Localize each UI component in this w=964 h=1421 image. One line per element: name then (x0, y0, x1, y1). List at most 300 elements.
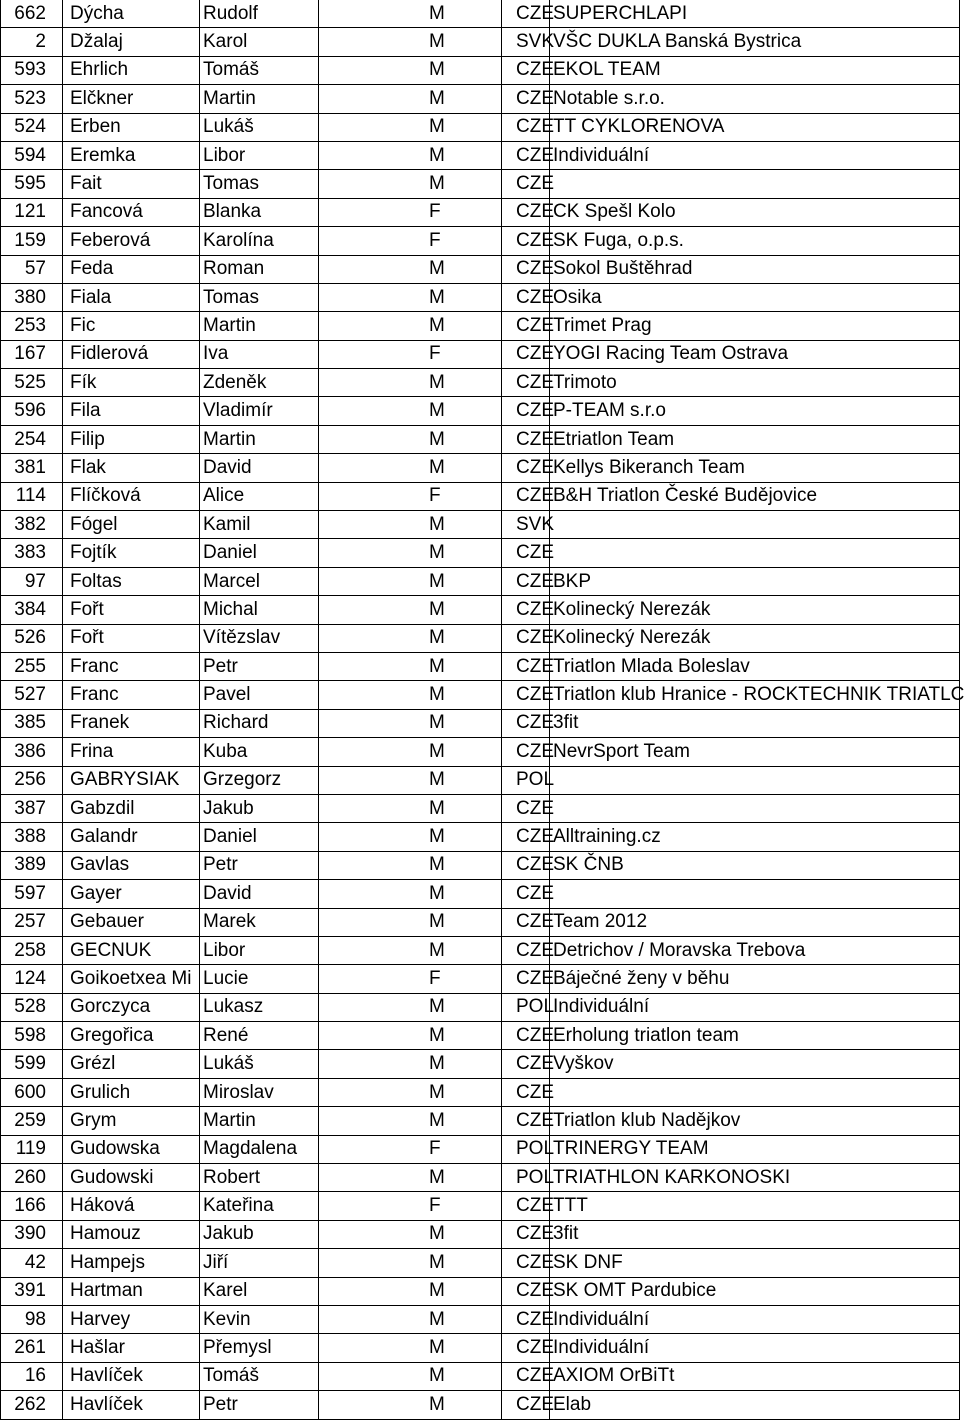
start-number-cell[interactable]: 596 (1, 397, 63, 425)
gender-cell[interactable]: M (319, 880, 502, 908)
nationality-cell[interactable]: SVK (502, 511, 550, 539)
nationality-cell[interactable]: CZE (502, 227, 550, 255)
start-number-cell[interactable]: 523 (1, 85, 63, 113)
team-cell[interactable]: Vyškov (550, 1050, 960, 1078)
last-name-cell[interactable]: Hamouz (63, 1220, 200, 1248)
gender-cell[interactable]: F (319, 1135, 502, 1163)
nationality-cell[interactable]: CZE (502, 113, 550, 141)
first-name-cell[interactable]: Libor (200, 936, 319, 964)
last-name-cell[interactable]: Gavlas (63, 851, 200, 879)
start-number-cell[interactable]: 389 (1, 851, 63, 879)
last-name-cell[interactable]: Dýcha (63, 0, 200, 28)
nationality-cell[interactable]: CZE (502, 908, 550, 936)
gender-cell[interactable]: M (319, 454, 502, 482)
gender-cell[interactable]: M (319, 1305, 502, 1333)
last-name-cell[interactable]: GECNUK (63, 936, 200, 964)
first-name-cell[interactable]: Tomáš (200, 1362, 319, 1390)
team-cell[interactable]: Individuální (550, 1305, 960, 1333)
gender-cell[interactable]: M (319, 624, 502, 652)
first-name-cell[interactable]: Pavel (200, 681, 319, 709)
team-cell[interactable]: TT CYKLORENOVA (550, 113, 960, 141)
gender-cell[interactable]: M (319, 681, 502, 709)
first-name-cell[interactable]: Petr (200, 851, 319, 879)
nationality-cell[interactable]: CZE (502, 880, 550, 908)
gender-cell[interactable]: M (319, 1391, 502, 1419)
last-name-cell[interactable]: Gudowska (63, 1135, 200, 1163)
team-cell[interactable]: Trimoto (550, 369, 960, 397)
start-number-cell[interactable]: 527 (1, 681, 63, 709)
first-name-cell[interactable]: Richard (200, 709, 319, 737)
first-name-cell[interactable]: Marek (200, 908, 319, 936)
team-cell[interactable]: Etriatlon Team (550, 425, 960, 453)
first-name-cell[interactable]: Jakub (200, 794, 319, 822)
first-name-cell[interactable]: Roman (200, 255, 319, 283)
last-name-cell[interactable]: Fait (63, 170, 200, 198)
team-cell[interactable]: TRINERGY TEAM (550, 1135, 960, 1163)
gender-cell[interactable]: M (319, 1362, 502, 1390)
first-name-cell[interactable]: Lukasz (200, 993, 319, 1021)
team-cell[interactable]: 3fit (550, 709, 960, 737)
first-name-cell[interactable]: Marcel (200, 567, 319, 595)
start-number-cell[interactable]: 261 (1, 1334, 63, 1362)
last-name-cell[interactable]: Grézl (63, 1050, 200, 1078)
team-cell[interactable] (550, 1078, 960, 1106)
last-name-cell[interactable]: Elčkner (63, 85, 200, 113)
first-name-cell[interactable]: Lukáš (200, 1050, 319, 1078)
last-name-cell[interactable]: Fila (63, 397, 200, 425)
last-name-cell[interactable]: Filip (63, 425, 200, 453)
gender-cell[interactable]: M (319, 652, 502, 680)
last-name-cell[interactable]: Gudowski (63, 1164, 200, 1192)
last-name-cell[interactable]: Fancová (63, 198, 200, 226)
last-name-cell[interactable]: Goikoetxea Mi (63, 965, 200, 993)
gender-cell[interactable]: M (319, 539, 502, 567)
start-number-cell[interactable]: 600 (1, 1078, 63, 1106)
last-name-cell[interactable]: Gregořica (63, 1022, 200, 1050)
last-name-cell[interactable]: Hampejs (63, 1249, 200, 1277)
nationality-cell[interactable]: CZE (502, 0, 550, 28)
team-cell[interactable]: BKP (550, 567, 960, 595)
nationality-cell[interactable]: CZE (502, 624, 550, 652)
gender-cell[interactable]: M (319, 596, 502, 624)
first-name-cell[interactable]: Jiří (200, 1249, 319, 1277)
team-cell[interactable]: EKOL TEAM (550, 56, 960, 84)
first-name-cell[interactable]: Blanka (200, 198, 319, 226)
team-cell[interactable]: VŠC DUKLA Banská Bystrica (550, 28, 960, 56)
first-name-cell[interactable]: Lucie (200, 965, 319, 993)
team-cell[interactable]: AXIOM OrBiTt (550, 1362, 960, 1390)
gender-cell[interactable]: M (319, 312, 502, 340)
start-number-cell[interactable]: 253 (1, 312, 63, 340)
start-number-cell[interactable]: 119 (1, 1135, 63, 1163)
first-name-cell[interactable]: Kateřina (200, 1192, 319, 1220)
nationality-cell[interactable]: CZE (502, 170, 550, 198)
start-number-cell[interactable]: 16 (1, 1362, 63, 1390)
team-cell[interactable]: Team 2012 (550, 908, 960, 936)
start-number-cell[interactable]: 257 (1, 908, 63, 936)
first-name-cell[interactable]: Tomas (200, 170, 319, 198)
first-name-cell[interactable]: Michal (200, 596, 319, 624)
nationality-cell[interactable]: CZE (502, 1078, 550, 1106)
team-cell[interactable]: Triatlon Mlada Boleslav (550, 652, 960, 680)
team-cell[interactable]: Triatlon klub Hranice - ROCKTECHNIK TRIATLC (550, 681, 960, 709)
last-name-cell[interactable]: Feda (63, 255, 200, 283)
gender-cell[interactable]: M (319, 936, 502, 964)
gender-cell[interactable]: M (319, 993, 502, 1021)
nationality-cell[interactable]: CZE (502, 56, 550, 84)
first-name-cell[interactable]: Magdalena (200, 1135, 319, 1163)
last-name-cell[interactable]: Fík (63, 369, 200, 397)
last-name-cell[interactable]: Fořt (63, 624, 200, 652)
nationality-cell[interactable]: POL (502, 1164, 550, 1192)
nationality-cell[interactable]: CZE (502, 1249, 550, 1277)
nationality-cell[interactable]: CZE (502, 1192, 550, 1220)
nationality-cell[interactable]: CZE (502, 1391, 550, 1419)
gender-cell[interactable]: M (319, 1277, 502, 1305)
start-number-cell[interactable]: 387 (1, 794, 63, 822)
last-name-cell[interactable]: Ehrlich (63, 56, 200, 84)
last-name-cell[interactable]: Fiala (63, 283, 200, 311)
last-name-cell[interactable]: Feberová (63, 227, 200, 255)
start-number-cell[interactable]: 594 (1, 141, 63, 169)
first-name-cell[interactable]: Kevin (200, 1305, 319, 1333)
first-name-cell[interactable]: Karol (200, 28, 319, 56)
start-number-cell[interactable]: 167 (1, 340, 63, 368)
nationality-cell[interactable]: SVK (502, 28, 550, 56)
start-number-cell[interactable]: 390 (1, 1220, 63, 1248)
start-number-cell[interactable]: 385 (1, 709, 63, 737)
first-name-cell[interactable]: Petr (200, 1391, 319, 1419)
gender-cell[interactable]: M (319, 85, 502, 113)
start-number-cell[interactable]: 258 (1, 936, 63, 964)
first-name-cell[interactable]: Lukáš (200, 113, 319, 141)
team-cell[interactable]: SK ČNB (550, 851, 960, 879)
nationality-cell[interactable]: CZE (502, 851, 550, 879)
last-name-cell[interactable]: Fógel (63, 511, 200, 539)
team-cell[interactable] (550, 170, 960, 198)
first-name-cell[interactable]: Kamil (200, 511, 319, 539)
start-number-cell[interactable]: 391 (1, 1277, 63, 1305)
team-cell[interactable]: YOGI Racing Team Ostrava (550, 340, 960, 368)
first-name-cell[interactable]: Rudolf (200, 0, 319, 28)
first-name-cell[interactable]: Karolína (200, 227, 319, 255)
gender-cell[interactable]: M (319, 1078, 502, 1106)
nationality-cell[interactable]: CZE (502, 681, 550, 709)
team-cell[interactable]: CK Spešl Kolo (550, 198, 960, 226)
gender-cell[interactable]: F (319, 227, 502, 255)
team-cell[interactable]: SK Fuga, o.p.s. (550, 227, 960, 255)
start-number-cell[interactable]: 254 (1, 425, 63, 453)
team-cell[interactable]: NevrSport Team (550, 738, 960, 766)
nationality-cell[interactable]: CZE (502, 1050, 550, 1078)
gender-cell[interactable]: M (319, 255, 502, 283)
team-cell[interactable] (550, 880, 960, 908)
start-number-cell[interactable]: 599 (1, 1050, 63, 1078)
start-number-cell[interactable]: 262 (1, 1391, 63, 1419)
gender-cell[interactable]: M (319, 56, 502, 84)
nationality-cell[interactable]: CZE (502, 1277, 550, 1305)
team-cell[interactable]: B&H Triatlon České Budějovice (550, 482, 960, 510)
start-number-cell[interactable]: 525 (1, 369, 63, 397)
start-number-cell[interactable]: 159 (1, 227, 63, 255)
gender-cell[interactable]: M (319, 113, 502, 141)
gender-cell[interactable]: M (319, 766, 502, 794)
last-name-cell[interactable]: Gabzdil (63, 794, 200, 822)
gender-cell[interactable]: M (319, 170, 502, 198)
gender-cell[interactable]: M (319, 1164, 502, 1192)
first-name-cell[interactable]: Daniel (200, 823, 319, 851)
nationality-cell[interactable]: CZE (502, 965, 550, 993)
last-name-cell[interactable]: Galandr (63, 823, 200, 851)
nationality-cell[interactable]: CZE (502, 823, 550, 851)
first-name-cell[interactable]: Karel (200, 1277, 319, 1305)
first-name-cell[interactable]: Miroslav (200, 1078, 319, 1106)
gender-cell[interactable]: M (319, 141, 502, 169)
gender-cell[interactable]: M (319, 738, 502, 766)
first-name-cell[interactable]: Jakub (200, 1220, 319, 1248)
nationality-cell[interactable]: POL (502, 993, 550, 1021)
first-name-cell[interactable]: Tomáš (200, 56, 319, 84)
first-name-cell[interactable]: Přemysl (200, 1334, 319, 1362)
start-number-cell[interactable]: 388 (1, 823, 63, 851)
last-name-cell[interactable]: Flak (63, 454, 200, 482)
start-number-cell[interactable]: 528 (1, 993, 63, 1021)
nationality-cell[interactable]: CZE (502, 425, 550, 453)
team-cell[interactable]: Erholung triatlon team (550, 1022, 960, 1050)
nationality-cell[interactable]: CZE (502, 794, 550, 822)
last-name-cell[interactable]: Franek (63, 709, 200, 737)
first-name-cell[interactable]: Martin (200, 85, 319, 113)
gender-cell[interactable]: M (319, 511, 502, 539)
team-cell[interactable]: Osika (550, 283, 960, 311)
gender-cell[interactable]: F (319, 340, 502, 368)
first-name-cell[interactable]: Alice (200, 482, 319, 510)
last-name-cell[interactable]: Háková (63, 1192, 200, 1220)
last-name-cell[interactable]: Eremka (63, 141, 200, 169)
nationality-cell[interactable]: CZE (502, 652, 550, 680)
team-cell[interactable]: TRIATHLON KARKONOSKI (550, 1164, 960, 1192)
first-name-cell[interactable]: Iva (200, 340, 319, 368)
last-name-cell[interactable]: Franc (63, 681, 200, 709)
start-number-cell[interactable]: 166 (1, 1192, 63, 1220)
last-name-cell[interactable]: Franc (63, 652, 200, 680)
last-name-cell[interactable]: Gayer (63, 880, 200, 908)
last-name-cell[interactable]: Foltas (63, 567, 200, 595)
first-name-cell[interactable]: Grzegorz (200, 766, 319, 794)
team-cell[interactable] (550, 766, 960, 794)
gender-cell[interactable]: M (319, 567, 502, 595)
start-number-cell[interactable]: 598 (1, 1022, 63, 1050)
first-name-cell[interactable]: David (200, 454, 319, 482)
gender-cell[interactable]: M (319, 1220, 502, 1248)
team-cell[interactable]: Trimet Prag (550, 312, 960, 340)
gender-cell[interactable]: F (319, 198, 502, 226)
nationality-cell[interactable]: CZE (502, 255, 550, 283)
gender-cell[interactable]: M (319, 28, 502, 56)
team-cell[interactable]: Báječné ženy v běhu (550, 965, 960, 993)
team-cell[interactable]: Kolinecký Nerezák (550, 596, 960, 624)
start-number-cell[interactable]: 124 (1, 965, 63, 993)
nationality-cell[interactable]: CZE (502, 1220, 550, 1248)
nationality-cell[interactable]: CZE (502, 482, 550, 510)
nationality-cell[interactable]: CZE (502, 936, 550, 964)
first-name-cell[interactable]: Libor (200, 141, 319, 169)
nationality-cell[interactable]: CZE (502, 340, 550, 368)
nationality-cell[interactable]: CZE (502, 567, 550, 595)
first-name-cell[interactable]: Tomas (200, 283, 319, 311)
start-number-cell[interactable]: 98 (1, 1305, 63, 1333)
start-number-cell[interactable]: 57 (1, 255, 63, 283)
last-name-cell[interactable]: Havlíček (63, 1362, 200, 1390)
team-cell[interactable]: Notable s.r.o. (550, 85, 960, 113)
start-number-cell[interactable]: 255 (1, 652, 63, 680)
gender-cell[interactable]: M (319, 1334, 502, 1362)
start-number-cell[interactable]: 42 (1, 1249, 63, 1277)
gender-cell[interactable]: F (319, 1192, 502, 1220)
start-number-cell[interactable]: 256 (1, 766, 63, 794)
gender-cell[interactable]: M (319, 1249, 502, 1277)
nationality-cell[interactable]: CZE (502, 85, 550, 113)
first-name-cell[interactable]: David (200, 880, 319, 908)
nationality-cell[interactable]: CZE (502, 1362, 550, 1390)
start-number-cell[interactable]: 524 (1, 113, 63, 141)
team-cell[interactable]: SK DNF (550, 1249, 960, 1277)
nationality-cell[interactable]: CZE (502, 369, 550, 397)
last-name-cell[interactable]: Harvey (63, 1305, 200, 1333)
last-name-cell[interactable]: Flíčková (63, 482, 200, 510)
nationality-cell[interactable]: CZE (502, 283, 550, 311)
first-name-cell[interactable]: Martin (200, 312, 319, 340)
nationality-cell[interactable]: POL (502, 1135, 550, 1163)
team-cell[interactable] (550, 511, 960, 539)
gender-cell[interactable]: M (319, 794, 502, 822)
last-name-cell[interactable]: Hašlar (63, 1334, 200, 1362)
gender-cell[interactable]: M (319, 397, 502, 425)
team-cell[interactable]: SK OMT Pardubice (550, 1277, 960, 1305)
gender-cell[interactable]: M (319, 1050, 502, 1078)
last-name-cell[interactable]: Fojtík (63, 539, 200, 567)
gender-cell[interactable]: M (319, 908, 502, 936)
team-cell[interactable]: Kellys Bikeranch Team (550, 454, 960, 482)
nationality-cell[interactable]: CZE (502, 1334, 550, 1362)
first-name-cell[interactable]: Kuba (200, 738, 319, 766)
gender-cell[interactable]: F (319, 965, 502, 993)
team-cell[interactable]: Kolinecký Nerezák (550, 624, 960, 652)
team-cell[interactable]: Detrichov / Moravska Trebova (550, 936, 960, 964)
start-number-cell[interactable]: 595 (1, 170, 63, 198)
gender-cell[interactable]: M (319, 851, 502, 879)
nationality-cell[interactable]: CZE (502, 312, 550, 340)
first-name-cell[interactable]: Martin (200, 425, 319, 453)
team-cell[interactable]: P-TEAM s.r.o (550, 397, 960, 425)
nationality-cell[interactable]: CZE (502, 738, 550, 766)
start-number-cell[interactable]: 526 (1, 624, 63, 652)
nationality-cell[interactable]: POL (502, 766, 550, 794)
last-name-cell[interactable]: Fořt (63, 596, 200, 624)
last-name-cell[interactable]: Grym (63, 1107, 200, 1135)
first-name-cell[interactable]: René (200, 1022, 319, 1050)
team-cell[interactable]: Individuální (550, 1334, 960, 1362)
nationality-cell[interactable]: CZE (502, 454, 550, 482)
nationality-cell[interactable]: CZE (502, 709, 550, 737)
start-number-cell[interactable]: 259 (1, 1107, 63, 1135)
team-cell[interactable]: Individuální (550, 141, 960, 169)
last-name-cell[interactable]: Fidlerová (63, 340, 200, 368)
last-name-cell[interactable]: Fic (63, 312, 200, 340)
start-number-cell[interactable]: 597 (1, 880, 63, 908)
nationality-cell[interactable]: CZE (502, 539, 550, 567)
start-number-cell[interactable]: 97 (1, 567, 63, 595)
gender-cell[interactable]: M (319, 425, 502, 453)
team-cell[interactable]: Alltraining.cz (550, 823, 960, 851)
nationality-cell[interactable]: CZE (502, 141, 550, 169)
team-cell[interactable]: 3fit (550, 1220, 960, 1248)
nationality-cell[interactable]: CZE (502, 1305, 550, 1333)
first-name-cell[interactable]: Daniel (200, 539, 319, 567)
start-number-cell[interactable]: 386 (1, 738, 63, 766)
first-name-cell[interactable]: Vladimír (200, 397, 319, 425)
team-cell[interactable]: SUPERCHLAPI (550, 0, 960, 28)
gender-cell[interactable]: M (319, 823, 502, 851)
last-name-cell[interactable]: GABRYSIAK (63, 766, 200, 794)
gender-cell[interactable]: F (319, 482, 502, 510)
nationality-cell[interactable]: CZE (502, 596, 550, 624)
start-number-cell[interactable]: 662 (1, 0, 63, 28)
team-cell[interactable]: TTT (550, 1192, 960, 1220)
last-name-cell[interactable]: Grulich (63, 1078, 200, 1106)
team-cell[interactable]: Triatlon klub Nadějkov (550, 1107, 960, 1135)
first-name-cell[interactable]: Petr (200, 652, 319, 680)
start-number-cell[interactable]: 381 (1, 454, 63, 482)
first-name-cell[interactable]: Martin (200, 1107, 319, 1135)
nationality-cell[interactable]: CZE (502, 1022, 550, 1050)
start-number-cell[interactable]: 384 (1, 596, 63, 624)
first-name-cell[interactable]: Vítězslav (200, 624, 319, 652)
last-name-cell[interactable]: Erben (63, 113, 200, 141)
first-name-cell[interactable]: Zdeněk (200, 369, 319, 397)
start-number-cell[interactable]: 382 (1, 511, 63, 539)
start-number-cell[interactable]: 2 (1, 28, 63, 56)
start-number-cell[interactable]: 114 (1, 482, 63, 510)
team-cell[interactable]: Sokol Buštěhrad (550, 255, 960, 283)
last-name-cell[interactable]: Frina (63, 738, 200, 766)
gender-cell[interactable]: M (319, 1022, 502, 1050)
nationality-cell[interactable]: CZE (502, 1107, 550, 1135)
last-name-cell[interactable]: Gorczyca (63, 993, 200, 1021)
nationality-cell[interactable]: CZE (502, 198, 550, 226)
start-number-cell[interactable]: 380 (1, 283, 63, 311)
gender-cell[interactable]: M (319, 709, 502, 737)
nationality-cell[interactable]: CZE (502, 397, 550, 425)
start-number-cell[interactable]: 383 (1, 539, 63, 567)
team-cell[interactable]: Individuální (550, 993, 960, 1021)
start-number-cell[interactable]: 593 (1, 56, 63, 84)
gender-cell[interactable]: M (319, 369, 502, 397)
last-name-cell[interactable]: Džalaj (63, 28, 200, 56)
last-name-cell[interactable]: Havlíček (63, 1391, 200, 1419)
last-name-cell[interactable]: Hartman (63, 1277, 200, 1305)
start-number-cell[interactable]: 260 (1, 1164, 63, 1192)
team-cell[interactable]: Elab (550, 1391, 960, 1419)
gender-cell[interactable]: M (319, 0, 502, 28)
gender-cell[interactable]: M (319, 283, 502, 311)
gender-cell[interactable]: M (319, 1107, 502, 1135)
last-name-cell[interactable]: Gebauer (63, 908, 200, 936)
team-cell[interactable] (550, 539, 960, 567)
team-cell[interactable] (550, 794, 960, 822)
start-number-cell[interactable]: 121 (1, 198, 63, 226)
first-name-cell[interactable]: Robert (200, 1164, 319, 1192)
